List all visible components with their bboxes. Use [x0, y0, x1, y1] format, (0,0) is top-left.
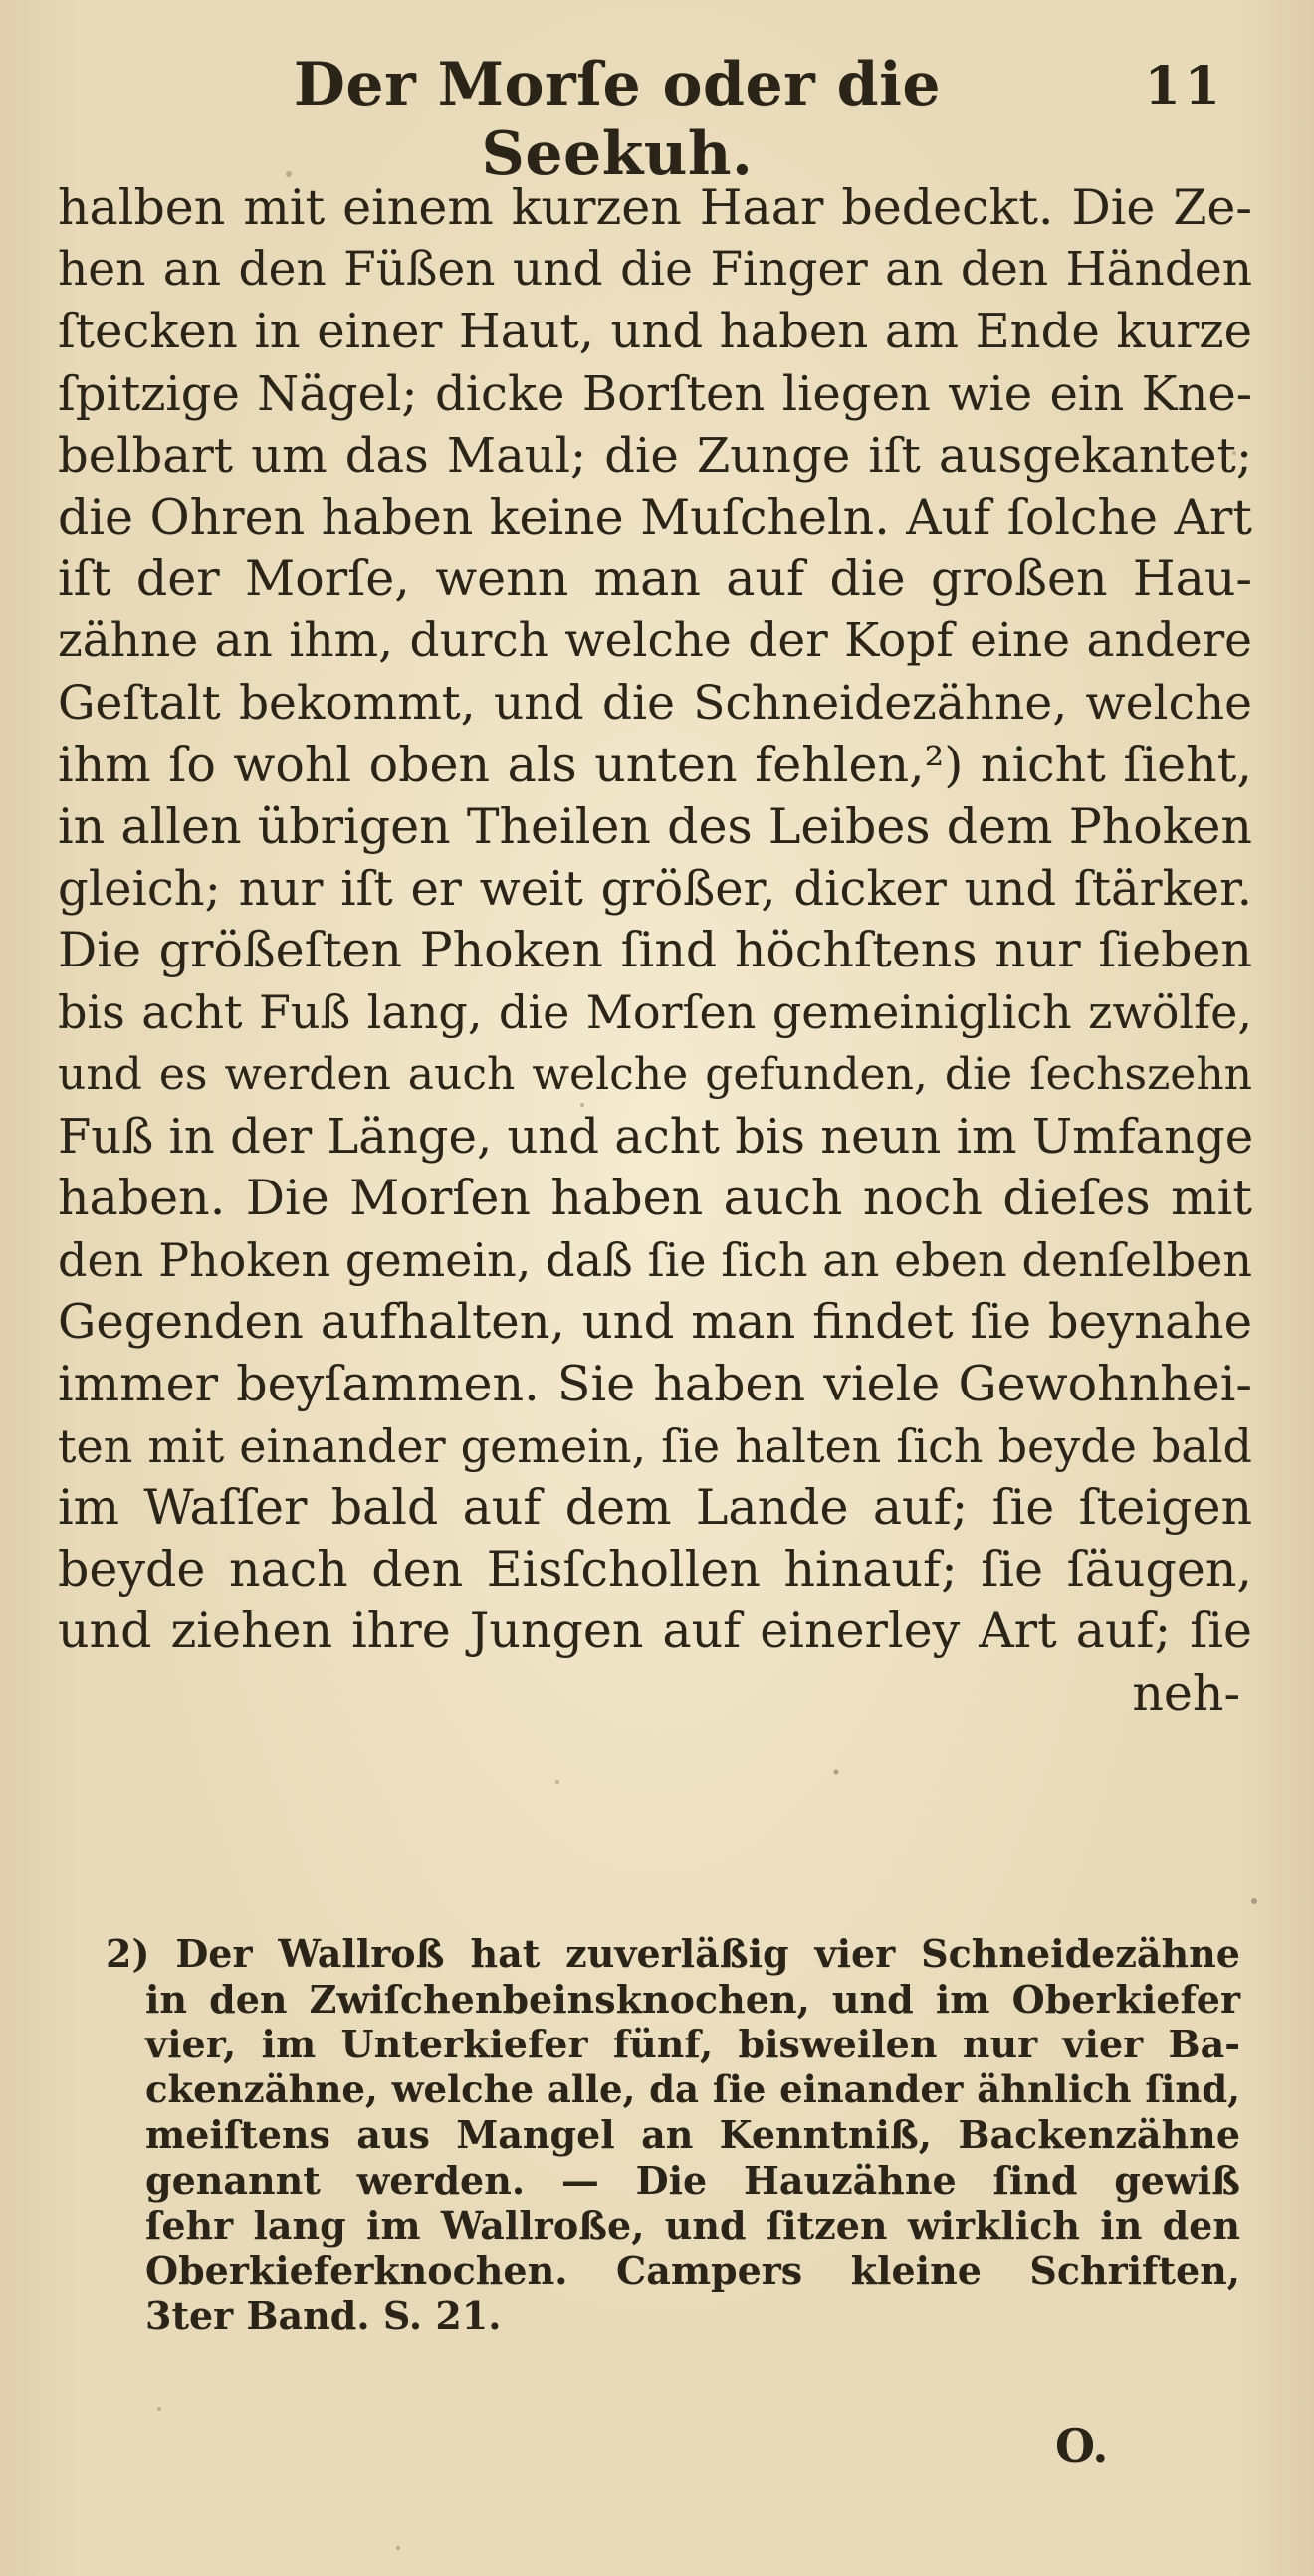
text-line: bis acht Fuß lang, die Morſen gemeiniglich zwölfe, [58, 985, 1252, 1040]
footnote-line: vier, im Unterkiefer fünf, bisweilen nur vier Ba- [145, 2022, 1240, 2066]
text-line: ihm ſo wohl oben als unten fehlen,²) nicht ſieht, [58, 736, 1252, 793]
signature-mark: O. [1055, 2419, 1109, 2472]
text-line: den Phoken gemein, daß ſie ſich an eben denſelben [58, 1233, 1252, 1288]
text-line: iſt der Morſe, wenn man auf die großen Hau- [58, 550, 1252, 608]
running-title: Der Morſe oder die Seekuh. [293, 50, 942, 189]
running-head [139, 42, 1244, 189]
text-line: in allen übrigen Theilen des Leibes dem Phoken [58, 797, 1252, 855]
footnote-line: Oberkieferknochen. Campers kleine Schriften, [145, 2248, 1240, 2293]
text-line: ten mit einander gemein, ſie halten ſich beyde bald [58, 1418, 1252, 1473]
text-line: Die größeſten Phoken ſind höchſtens nur ſieben [58, 922, 1252, 979]
text-line: belbart um das Maul; die Zunge iſt ausgekantet; [58, 427, 1252, 484]
catchword: neh- [1132, 1664, 1240, 1722]
body-text [58, 177, 1252, 1725]
text-line: ſtecken in einer Haut, und haben am Ende kurze [58, 304, 1252, 360]
footnote-line: in den Zwiſchenbeinsknochen, und im Oberkiefer [145, 1976, 1240, 2022]
text-line: und es werden auch welche gefunden, die ſechszehn [58, 1048, 1252, 1100]
text-line: zähne an ihm, durch welche der Kopf eine andere [58, 613, 1252, 669]
footnote-line: 3ter Band. S. 21. [145, 2293, 502, 2338]
page-number: 11 [1144, 56, 1224, 116]
text-line: immer beyſammen. Sie haben viele Gewohnhei- [58, 1355, 1252, 1412]
text-line: und ziehen ihre Jungen auf einerley Art auf; ſie [58, 1603, 1252, 1660]
footnote-line: meiſtens aus Mangel an Kenntniß, Backenzähne [145, 2112, 1240, 2157]
text-line: Gegenden aufhalten, und man findet ſie beynahe [58, 1294, 1252, 1351]
text-line: haben. Die Morſen haben auch noch dieſes mit [58, 1170, 1252, 1226]
footnote-line: ſehr lang im Wallroße, und ſitzen wirklich in den [145, 2203, 1240, 2248]
text-line: halben mit einem kurzen Haar bedeckt. Die Ze- [58, 179, 1252, 236]
text-line: hen an den Füßen und die Finger an den Händen [58, 242, 1252, 298]
footnote-line: ckenzähne, welche alle, da ſie einander ähnlich ſind, [145, 2066, 1240, 2111]
text-line: Fuß in der Länge, und acht bis neun im Umfange [58, 1108, 1254, 1165]
text-line: beyde nach den Eisſchollen hinauf; ſie ſäugen, [58, 1541, 1252, 1599]
text-line: gleich; nur iſt er weit größer, dicker und ſtärker. [58, 861, 1252, 918]
footnote-line: genannt werden. — Die Hauzähne ſind gewiß [145, 2157, 1240, 2203]
text-line: ſpitzige Nägel; dicke Borſten liegen wie ein Kne- [58, 365, 1252, 422]
text-line: Geſtalt bekommt, und die Schneidezähne, welche [58, 675, 1252, 731]
text-line: im Waſſer bald auf dem Lande auf; ſie ſteigen [58, 1478, 1252, 1536]
footnote [106, 1931, 1240, 2339]
footnote-line: 2) Der Wallroß hat zuverläßig vier Schneidezähne [106, 1931, 1240, 1976]
text-line: die Ohren haben keine Muſcheln. Auf ſolche Art [58, 488, 1252, 545]
